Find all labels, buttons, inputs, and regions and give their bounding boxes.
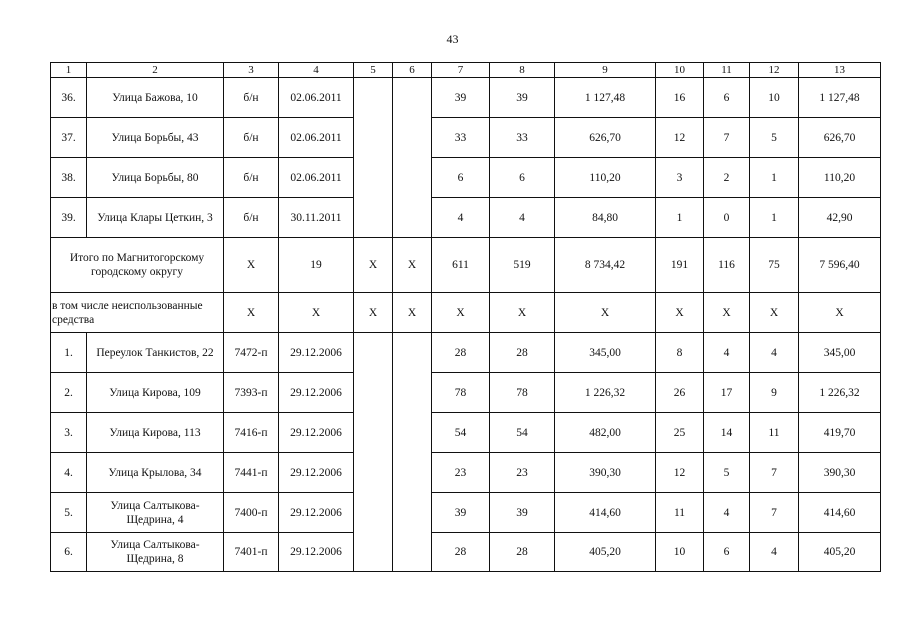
unused-funds-label: в том числе неиспользованные средства [51,293,224,333]
row-number: 6. [51,533,87,572]
value-cell: 7 [704,118,750,158]
date-cell: 29.12.2006 [279,493,354,533]
table-row [51,198,881,238]
value-cell: 75 [750,238,799,293]
value-cell: X [393,238,432,293]
value-cell: 7 [750,493,799,533]
value-cell: 1 127,48 [555,78,656,118]
address-cell: Улица Салтыкова-Щедрина, 4 [87,493,224,533]
value-cell: 390,30 [799,453,881,493]
total-row [51,238,881,293]
value-cell: 2 [704,158,750,198]
column-header: 7 [432,63,490,78]
address-cell: Улица Клары Цеткин, 3 [87,198,224,238]
value-cell: X [704,293,750,333]
address-cell: Улица Кирова, 109 [87,373,224,413]
value-cell: 3 [656,158,704,198]
value-cell: 1 226,32 [799,373,881,413]
document-cell: б/н [224,198,279,238]
value-cell: 4 [432,198,490,238]
date-cell: 02.06.2011 [279,158,354,198]
value-cell: 78 [490,373,555,413]
row-number: 4. [51,453,87,493]
column-header: 9 [555,63,656,78]
value-cell: 39 [490,493,555,533]
column-header: 11 [704,63,750,78]
table-row [51,373,881,413]
value-cell: 6 [704,533,750,572]
value-cell: 116 [704,238,750,293]
table-row [51,333,881,373]
column-header: 4 [279,63,354,78]
value-cell: 419,70 [799,413,881,453]
value-cell: 17 [704,373,750,413]
value-cell: 23 [490,453,555,493]
value-cell: X [393,293,432,333]
value-cell: 54 [432,413,490,453]
value-cell: 6 [704,78,750,118]
table-row [51,158,881,198]
table-row [51,78,881,118]
value-cell: 1 [656,198,704,238]
value-cell: 33 [490,118,555,158]
value-cell: X [656,293,704,333]
date-cell: 02.06.2011 [279,118,354,158]
value-cell: 26 [656,373,704,413]
value-cell: X [354,293,393,333]
column-header: 6 [393,63,432,78]
value-cell: 10 [656,533,704,572]
value-cell: 390,30 [555,453,656,493]
column-number-row [51,63,881,78]
document-cell: 7400-п [224,493,279,533]
value-cell: 519 [490,238,555,293]
total-label: Итого по Магнитогорскому городскому округу [51,238,224,293]
date-cell: 02.06.2011 [279,78,354,118]
date-cell: 30.11.2011 [279,198,354,238]
merged-empty-cell [393,78,432,238]
document-cell: 7441-п [224,453,279,493]
value-cell: 414,60 [799,493,881,533]
row-number: 5. [51,493,87,533]
merged-empty-cell [393,333,432,572]
value-cell: 4 [704,333,750,373]
value-cell: 405,20 [555,533,656,572]
value-cell: 7 [750,453,799,493]
address-cell: Улица Кирова, 113 [87,413,224,453]
address-cell: Улица Крылова, 34 [87,453,224,493]
value-cell: 25 [656,413,704,453]
merged-empty-cell [354,333,393,572]
value-cell: 611 [432,238,490,293]
value-cell: 405,20 [799,533,881,572]
value-cell: X [799,293,881,333]
table-row [51,118,881,158]
address-cell: Улица Борьбы, 80 [87,158,224,198]
date-cell: 29.12.2006 [279,453,354,493]
row-number: 36. [51,78,87,118]
value-cell: 7 596,40 [799,238,881,293]
value-cell: 12 [656,118,704,158]
value-cell: 4 [490,198,555,238]
document-cell: 7472-п [224,333,279,373]
date-cell: 29.12.2006 [279,533,354,572]
value-cell: 1 127,48 [799,78,881,118]
unused-funds-row [51,293,881,333]
value-cell: 54 [490,413,555,453]
value-cell: X [750,293,799,333]
document-cell: б/н [224,118,279,158]
value-cell: 8 734,42 [555,238,656,293]
table-row [51,453,881,493]
value-cell: 28 [490,533,555,572]
value-cell: 39 [432,78,490,118]
document-cell: б/н [224,158,279,198]
row-number: 39. [51,198,87,238]
value-cell: 19 [279,238,354,293]
row-number: 38. [51,158,87,198]
row-number: 1. [51,333,87,373]
table-row [51,533,881,572]
table-row [51,493,881,533]
date-cell: 29.12.2006 [279,413,354,453]
value-cell: 4 [750,533,799,572]
date-cell: 29.12.2006 [279,333,354,373]
value-cell: 414,60 [555,493,656,533]
merged-empty-cell [354,78,393,238]
value-cell: 14 [704,413,750,453]
value-cell: 28 [432,333,490,373]
value-cell: X [224,293,279,333]
value-cell: 1 226,32 [555,373,656,413]
document-cell: 7393-п [224,373,279,413]
row-number: 37. [51,118,87,158]
document-cell: 7401-п [224,533,279,572]
value-cell: 12 [656,453,704,493]
value-cell: 4 [704,493,750,533]
value-cell: 28 [432,533,490,572]
column-header: 3 [224,63,279,78]
value-cell: 8 [656,333,704,373]
value-cell: X [224,238,279,293]
value-cell: 39 [490,78,555,118]
value-cell: 6 [432,158,490,198]
column-header: 12 [750,63,799,78]
value-cell: X [432,293,490,333]
column-header: 10 [656,63,704,78]
value-cell: 345,00 [555,333,656,373]
value-cell: 16 [656,78,704,118]
address-cell: Переулок Танкистов, 22 [87,333,224,373]
value-cell: 84,80 [555,198,656,238]
value-cell: 110,20 [799,158,881,198]
value-cell: 11 [656,493,704,533]
value-cell: 191 [656,238,704,293]
value-cell: 78 [432,373,490,413]
table-row [51,413,881,453]
value-cell: X [354,238,393,293]
column-header: 13 [799,63,881,78]
value-cell: 5 [750,118,799,158]
value-cell: 42,90 [799,198,881,238]
value-cell: X [279,293,354,333]
row-number: 2. [51,373,87,413]
value-cell: 33 [432,118,490,158]
value-cell: 482,00 [555,413,656,453]
value-cell: 9 [750,373,799,413]
register-table [50,62,881,572]
value-cell: X [555,293,656,333]
value-cell: 39 [432,493,490,533]
value-cell: 1 [750,198,799,238]
value-cell: 4 [750,333,799,373]
document-cell: 7416-п [224,413,279,453]
address-cell: Улица Салтыкова-Щедрина, 8 [87,533,224,572]
value-cell: 23 [432,453,490,493]
value-cell: 6 [490,158,555,198]
column-header: 5 [354,63,393,78]
value-cell: 626,70 [799,118,881,158]
value-cell: 10 [750,78,799,118]
column-header: 8 [490,63,555,78]
column-header: 2 [87,63,224,78]
page-number: 43 [446,32,459,46]
value-cell: 626,70 [555,118,656,158]
value-cell: 11 [750,413,799,453]
value-cell: 1 [750,158,799,198]
value-cell: 0 [704,198,750,238]
date-cell: 29.12.2006 [279,373,354,413]
value-cell: 5 [704,453,750,493]
address-cell: Улица Бажова, 10 [87,78,224,118]
value-cell: X [490,293,555,333]
value-cell: 110,20 [555,158,656,198]
address-cell: Улица Борьбы, 43 [87,118,224,158]
document-cell: б/н [224,78,279,118]
column-header: 1 [51,63,87,78]
row-number: 3. [51,413,87,453]
value-cell: 345,00 [799,333,881,373]
value-cell: 28 [490,333,555,373]
